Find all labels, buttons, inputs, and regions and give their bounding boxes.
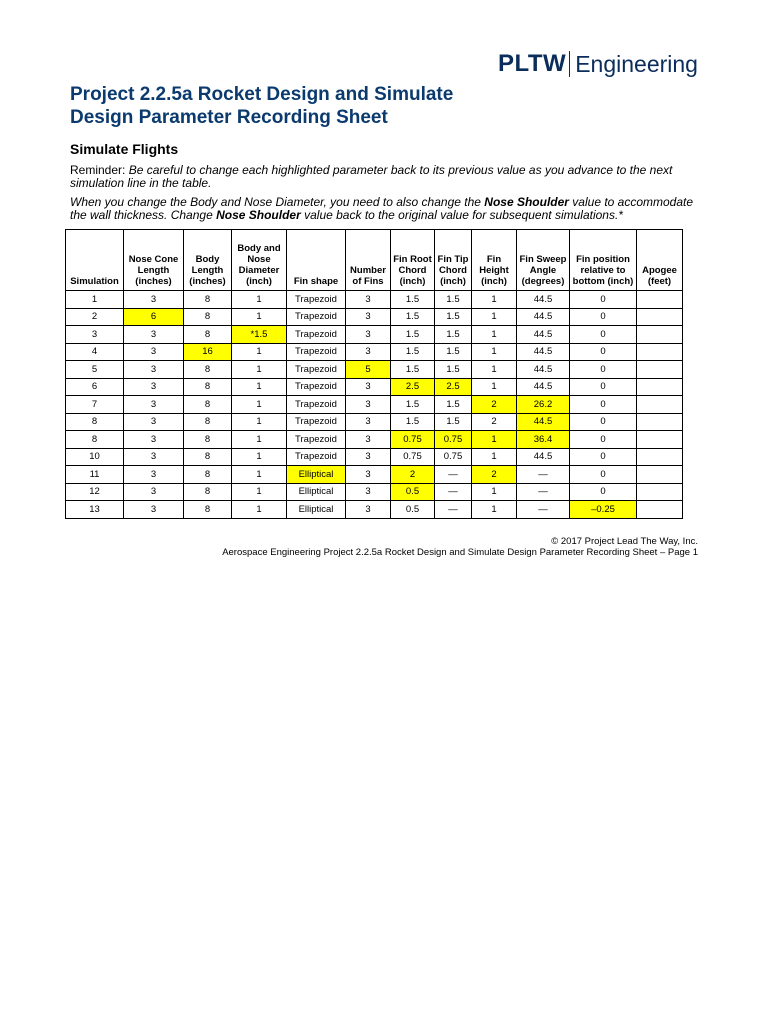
parameter-table [65,229,683,519]
table-cell: Trapezoid [287,448,346,466]
table-cell: 6 [66,378,124,396]
header-fin-height: Fin Height (inch) [472,230,517,291]
table-cell: — [517,466,570,484]
table-cell: 1 [232,378,287,396]
table-cell: 1 [472,343,517,361]
footer-page-info: Aerospace Engineering Project 2.2.5a Rocket Design and Simulate Design Parameter Recording Sheet – Page 1 [222,547,698,558]
table-cell: 3 [124,361,184,379]
table-cell: 1 [232,448,287,466]
table-cell: 44.5 [517,361,570,379]
table-row [66,466,683,484]
table-cell: 1 [66,291,124,309]
note-part-2: value to accommodate the wall thickness. Change [70,195,694,222]
note-bold-2: Nose Shoulder [216,208,301,222]
note-part-3: value back to the original value for subsequent simulations.* [300,208,623,222]
table-cell: 3 [346,501,391,519]
table-cell: 44.5 [517,448,570,466]
table-cell: Trapezoid [287,291,346,309]
table-cell: 10 [66,448,124,466]
table-cell: 36.4 [517,431,570,449]
table-cell: 1 [232,308,287,326]
table-cell [637,413,683,431]
table-cell: Trapezoid [287,361,346,379]
table-cell: 1 [232,483,287,501]
table-cell: 3 [346,466,391,484]
table-cell: 44.5 [517,326,570,344]
table-cell: 26.2 [517,396,570,414]
table-cell: 8 [184,361,232,379]
table-cell [637,466,683,484]
table-cell: 3 [124,501,184,519]
table-cell: 1.5 [391,361,435,379]
header-fin-sweep-angle: Fin Sweep Angle (degrees) [517,230,570,291]
table-cell: 8 [184,308,232,326]
table-cell: 4 [66,343,124,361]
table-cell: 1.5 [435,396,472,414]
table-cell: 3 [346,431,391,449]
table-cell: 1 [472,378,517,396]
table-cell: 1 [472,448,517,466]
table-cell: 1 [232,501,287,519]
table-cell: 1 [232,361,287,379]
table-cell: 1 [232,431,287,449]
table-cell: 0 [570,308,637,326]
table-cell: Trapezoid [287,413,346,431]
table-cell: 3 [346,326,391,344]
note-paragraph [70,196,710,222]
logo-divider [569,51,570,77]
table-cell: 8 [184,448,232,466]
table-cell: 3 [124,396,184,414]
table-cell: 0 [570,431,637,449]
header-fin-root-chord: Fin Root Chord (inch) [391,230,435,291]
reminder-paragraph [70,164,710,190]
table-cell [637,361,683,379]
table-row [66,413,683,431]
header-diameter: Body and Nose Diameter (inch) [232,230,287,291]
header-number-of-fins: Number of Fins [346,230,391,291]
table-cell: 8 [184,483,232,501]
table-header-row [66,230,683,291]
page-title [70,83,453,129]
table-cell: 44.5 [517,343,570,361]
table-cell: 0.75 [391,431,435,449]
table-cell [637,396,683,414]
table-cell: 1 [472,501,517,519]
table-cell: –0.25 [570,501,637,519]
table-row [66,483,683,501]
table-cell: 11 [66,466,124,484]
table-cell: 2 [66,308,124,326]
table-cell: 3 [124,378,184,396]
table-cell: 1.5 [435,361,472,379]
table-cell: 1 [232,291,287,309]
table-cell: 3 [124,466,184,484]
table-cell: 3 [66,326,124,344]
section-heading: Simulate Flights [70,141,179,157]
table-cell: 1.5 [391,291,435,309]
table-cell: *1.5 [232,326,287,344]
table-cell: 3 [346,483,391,501]
table-cell: 13 [66,501,124,519]
table-cell: 16 [184,343,232,361]
table-cell: — [435,483,472,501]
table-cell: 1.5 [391,396,435,414]
table-cell: — [517,501,570,519]
table-row [66,448,683,466]
table-body [66,291,683,519]
table-cell: 2 [472,466,517,484]
table-cell: 1.5 [391,326,435,344]
table-cell: 1.5 [435,326,472,344]
table-cell: 3 [124,483,184,501]
table-cell: Trapezoid [287,343,346,361]
table-cell: 3 [346,413,391,431]
table-cell [637,431,683,449]
table-cell: 8 [184,413,232,431]
table-cell: 0 [570,291,637,309]
table-cell: 0 [570,466,637,484]
table-cell: 0.75 [391,448,435,466]
table-cell: 0.75 [435,431,472,449]
table-cell: 8 [184,431,232,449]
table-cell: 0 [570,448,637,466]
table-cell: 1.5 [391,413,435,431]
table-cell: 8 [66,431,124,449]
table-cell: 1.5 [435,343,472,361]
table-cell: 1 [472,291,517,309]
reminder-text: Be careful to change each highlighted parameter back to its previous value as you advance to the next simulation line in the table. [70,163,673,190]
table-cell: 1.5 [435,308,472,326]
table-cell: 3 [124,413,184,431]
title-line-1: Project 2.2.5a Rocket Design and Simulate [70,84,454,105]
table-cell [637,291,683,309]
table-cell: 2 [472,413,517,431]
table-cell: 2 [472,396,517,414]
table-cell: 8 [184,396,232,414]
table-cell: 1.5 [435,291,472,309]
table-cell: 0.5 [391,483,435,501]
table-row [66,378,683,396]
logo-division: Engineering [575,50,698,77]
table-cell: 3 [346,396,391,414]
table-cell: 1 [472,308,517,326]
table-row [66,308,683,326]
table-cell: — [517,483,570,501]
table-cell: 44.5 [517,378,570,396]
table-cell: 3 [346,378,391,396]
table-cell: 1 [232,343,287,361]
table-row [66,291,683,309]
table-row [66,501,683,519]
table-cell: Trapezoid [287,378,346,396]
table-cell: 44.5 [517,308,570,326]
table-cell: 3 [124,448,184,466]
table-cell: 3 [124,291,184,309]
table-cell: 0 [570,396,637,414]
table-row [66,326,683,344]
table-cell: 3 [346,343,391,361]
table-cell [637,308,683,326]
table-cell: 0 [570,343,637,361]
note-bold-1: Nose Shoulder [484,195,569,209]
table-cell: 3 [346,448,391,466]
table-cell: 0 [570,326,637,344]
table-cell [637,483,683,501]
table-cell: Trapezoid [287,326,346,344]
table-cell: 6 [124,308,184,326]
table-cell: — [435,501,472,519]
table-cell [637,378,683,396]
table-cell: Trapezoid [287,308,346,326]
table-cell: 1.5 [435,413,472,431]
table-row [66,361,683,379]
table-cell: 3 [346,308,391,326]
note-part-1: When you change the Body and Nose Diameter, you need to also change the [70,195,485,209]
table-cell [637,326,683,344]
table-cell: 1 [232,396,287,414]
table-cell: 2.5 [435,378,472,396]
pltw-engineering-logo [498,50,698,78]
header-body-length: Body Length (inches) [184,230,232,291]
table-cell: 3 [124,343,184,361]
table-cell: 0.5 [391,501,435,519]
table-cell [637,501,683,519]
table-cell: 1 [472,326,517,344]
table-cell: 1.5 [391,308,435,326]
table-cell: 8 [184,291,232,309]
table-cell: 8 [66,413,124,431]
table-cell: 1.5 [391,343,435,361]
table-cell: 1 [472,483,517,501]
reminder-label: Reminder: [70,163,129,177]
table-cell: 8 [184,326,232,344]
table-cell: 2.5 [391,378,435,396]
header-fin-tip-chord: Fin Tip Chord (inch) [435,230,472,291]
table-cell: Trapezoid [287,396,346,414]
table-cell: 44.5 [517,413,570,431]
table-cell: 8 [184,466,232,484]
table-cell: 3 [124,431,184,449]
title-line-2: Design Parameter Recording Sheet [70,107,388,128]
footer-copyright: © 2017 Project Lead The Way, Inc. [551,536,698,547]
table-cell: 1 [232,413,287,431]
table-cell: 8 [184,378,232,396]
table-cell: 7 [66,396,124,414]
header-fin-position: Fin position relative to bottom (inch) [570,230,637,291]
table-cell: 0 [570,361,637,379]
table-cell: 1 [232,466,287,484]
table-cell: 3 [346,291,391,309]
table-cell: 2 [391,466,435,484]
table-cell: — [435,466,472,484]
table-cell: 1 [472,361,517,379]
table-cell: 0 [570,483,637,501]
table-cell: 5 [346,361,391,379]
table-cell: 0 [570,413,637,431]
logo-brand: PLTW [498,50,567,77]
table-cell: 0 [570,378,637,396]
table-cell [637,343,683,361]
table-row [66,431,683,449]
table-cell: 3 [124,326,184,344]
table-cell: 1 [472,431,517,449]
header-fin-shape: Fin shape [287,230,346,291]
table-cell: 44.5 [517,291,570,309]
header-apogee: Apogee (feet) [637,230,683,291]
table-row [66,343,683,361]
table-cell: Elliptical [287,466,346,484]
header-simulation: Simulation [66,230,124,291]
table-cell [637,448,683,466]
table-cell: Elliptical [287,483,346,501]
table-cell: 8 [184,501,232,519]
table-row [66,396,683,414]
table-cell: Elliptical [287,501,346,519]
table-cell: Trapezoid [287,431,346,449]
table-cell: 5 [66,361,124,379]
table-cell: 12 [66,483,124,501]
table-cell: 0.75 [435,448,472,466]
header-nose-cone-length: Nose Cone Length (inches) [124,230,184,291]
